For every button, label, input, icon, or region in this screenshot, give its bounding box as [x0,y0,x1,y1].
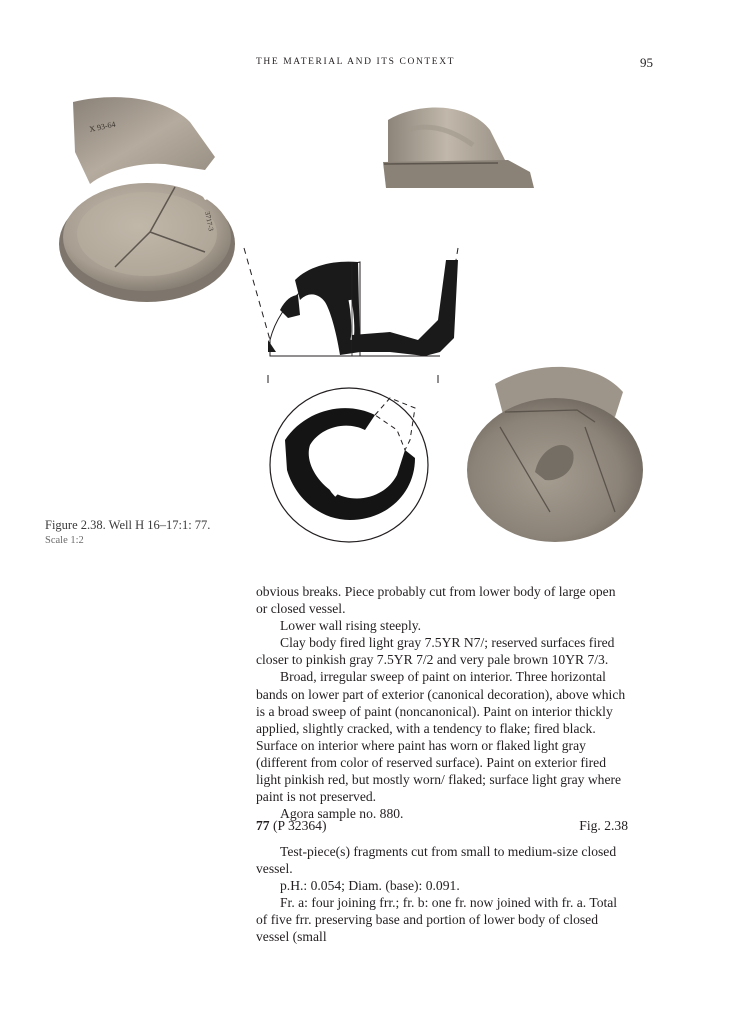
figure-scale: Scale 1:2 [45,535,84,546]
paragraph: Fr. a: four joining frr.; fr. b: one fr. now joined with fr. a. Total of five frr. preserving base and portion of lower body of closed vessel (small [256,895,618,945]
photo-fragments-top-left [55,92,240,304]
paragraph: Agora sample no. 880. [280,806,404,822]
paragraph: Clay body fired light gray 7.5YR N7/; reserved surfaces fired closer to pinkish gray 7.5YR 7/2 and very pale brown 10YR 7/3. [256,635,615,668]
paragraph: Test-piece(s) fragments cut from small to medium-size closed vessel. [256,844,617,877]
paragraph: Lower wall rising steeply. [280,618,422,634]
figure-caption: Figure 2.38. Well H 16–17:1: 77. [45,518,211,532]
entry-number: 77 [256,818,270,833]
photo-profile-top-right [378,100,538,195]
plan-drawing [265,380,435,545]
body-text-top [256,583,628,822]
profile-drawing [240,240,470,390]
catalogue-entry-heading [256,818,628,834]
photo-base-fragments [465,362,645,547]
body-text-bottom [256,843,628,946]
ink-label-b: X 93-64 [88,119,117,134]
entry-title [256,818,326,834]
paragraph: Broad, irregular sweep of paint on interior. Three horizontal bands on lower part of exterior (canonical decoration), above which is a broad sweep of paint (noncanonical). Paint on interior thickly applied, slightly cracked, with a tendency to flake; fired black. Surface on interior where paint has worn or flaked light gray (different from color of reserved surface). Paint on exterior fired light pinkish red, but mostly worn/ flaked; surface light gray where paint is not preserved. [256,669,626,805]
page-number: 95 [640,55,653,70]
paragraph: p.H.: 0.054; Diam. (base): 0.091. [280,878,460,894]
paragraph: obvious breaks. Piece probably cut from lower body of large open or closed vessel. [256,584,616,617]
entry-inventory: (P 32364) [269,818,327,833]
ink-label-c: 3717-3 [203,210,215,232]
running-head: THE MATERIAL AND ITS CONTEXT [256,57,456,67]
figure-reference: Fig. 2.38 [579,818,628,833]
